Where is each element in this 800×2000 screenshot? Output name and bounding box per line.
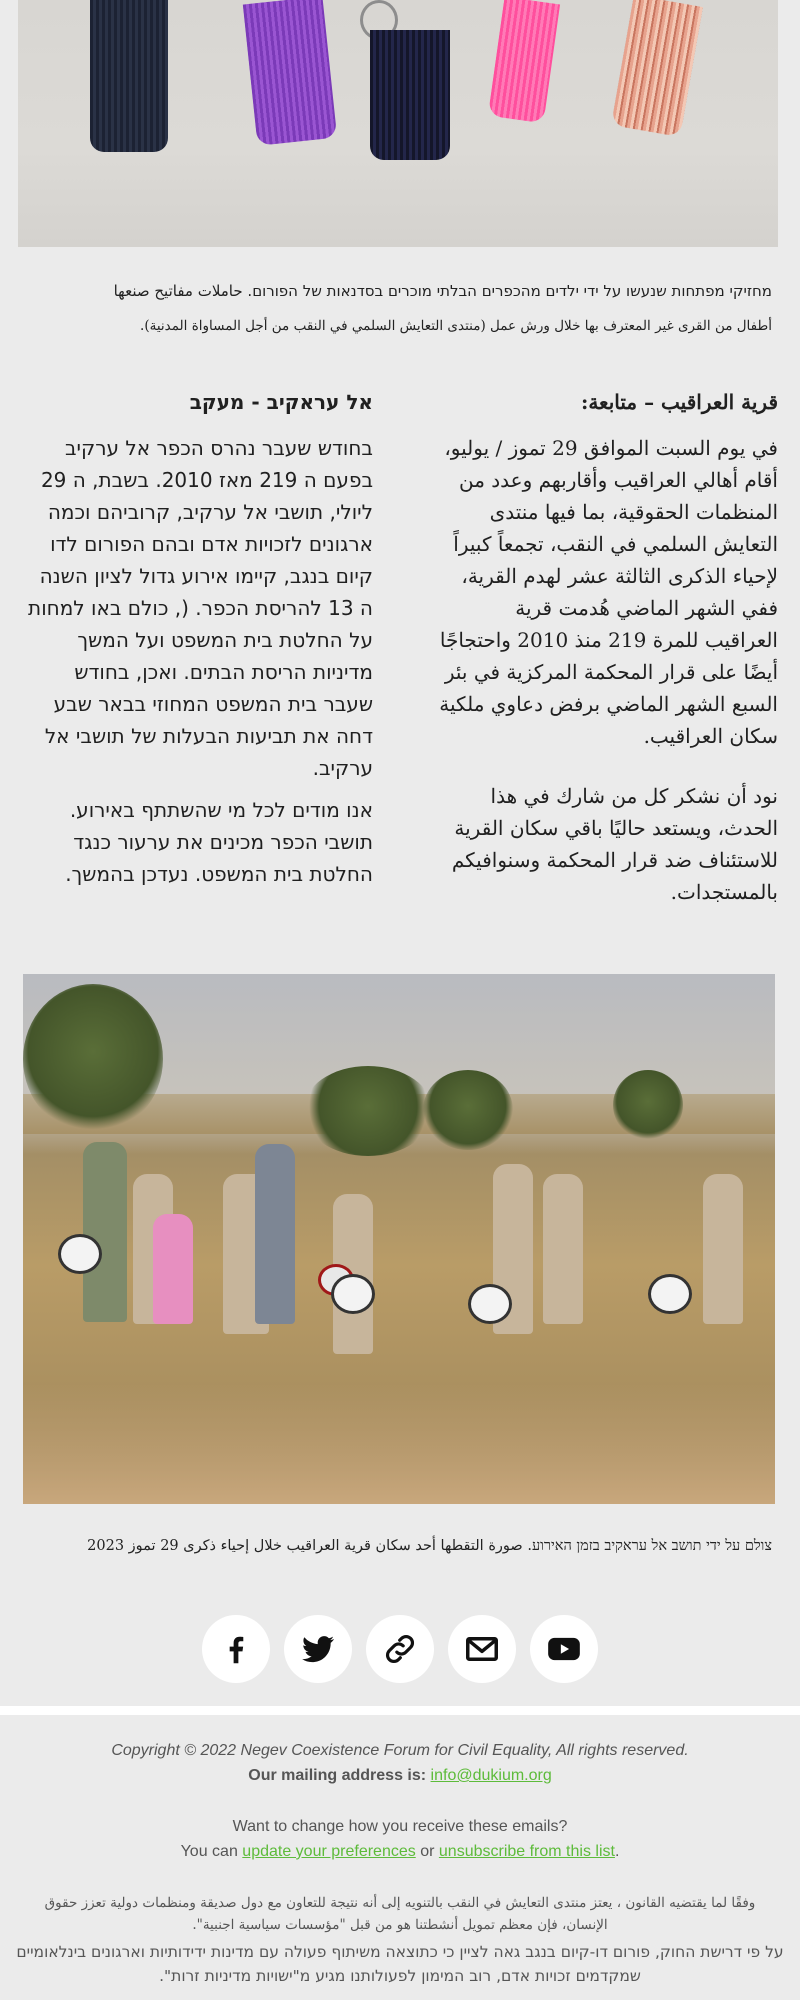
- social-links: [0, 1615, 800, 1683]
- drum: [468, 1284, 512, 1324]
- email-button[interactable]: [448, 1615, 516, 1683]
- arabic-paragraph-2: نود أن نشكر كل من شارك في هذا الحدث، ويستعد حاليًا باقي سكان القرية للاستئناف ضد قرار المحكمة وسنوافيكم بالمستجدات.: [451, 784, 778, 904]
- arabic-funding-note: وفقًا لما يقتضيه القانون ، يعتز منتدى التعايش في النقب بالتنويه إلى أنه نتيجة للتعاون مع دول صديقة ومنظمات دولية تعزز حقوق الإنسان، فإن معظم تمويل أنشطتنا هو من قبل "مؤسسات سياسية اجنبية".: [44, 1895, 756, 1933]
- arabic-paragraph-1: في يوم السبت الموافق 29 تموز / يوليو، أقام أهالي العراقيب وأقاربهم وعدد من المنظمات الحقوقية، بما فيها منتدى التعايش السلمي في النقب، تجمعاً كبيراً لإحياء الذكرى الثالثة عشر لهدم القرية، ففي الشهر الماضي هُدمت قرية العراقيب للمرة 219 منذ 2010 واحتجاجًا أيضًا على قرار المحكمة المركزية في بئر السبع الشهر الماضي برفض دعاوي ملكية سكان العراقيب.: [439, 436, 778, 748]
- pink-tassel: [488, 0, 560, 123]
- footer: [0, 1715, 800, 2000]
- hebrew-heading: אל עראקיב - מעקב: [189, 390, 373, 414]
- purple-tassel: [243, 0, 337, 146]
- mailing-label: Our mailing address is:: [248, 1767, 427, 1784]
- change-emails-text: Want to change how you receive these emails?: [232, 1818, 568, 1835]
- hebrew-column: [23, 390, 373, 890]
- peach-tassel: [611, 0, 703, 137]
- you-can-text: You can: [180, 1843, 238, 1860]
- person: [543, 1174, 583, 1324]
- link-icon: [381, 1630, 419, 1668]
- top-caption-line1: מחזיקי מפתחות שנעשו על ידי ילדים מהכפרים הבלתי מוכרים בסדנאות של הפורום. حاملات مفاتيح صنعها: [113, 282, 772, 300]
- or-text: or: [420, 1843, 435, 1860]
- mailing-email-link[interactable]: info@dukium.org: [430, 1767, 552, 1784]
- twitter-button[interactable]: [284, 1615, 352, 1683]
- tree: [23, 984, 163, 1134]
- facebook-icon: [217, 1630, 255, 1668]
- unsubscribe-link[interactable]: unsubscribe from this list: [438, 1843, 615, 1860]
- photo-caption: צולם על ידי תושב אל עראקיב בזמן האירוע. صورة التقطها أحد سكان قرية العراقيب خلال إحياء ذكرى 29 تموز 2023: [87, 1538, 772, 1554]
- youtube-button[interactable]: [530, 1615, 598, 1683]
- ground: [23, 1384, 775, 1504]
- arabic-heading: قرية العراقيب – متابعة:: [580, 390, 778, 414]
- copyright-text: Copyright © 2022 Negev Coexistence Forum for Civil Equality, All rights reserved.: [111, 1742, 689, 1759]
- update-preferences-link[interactable]: update your preferences: [242, 1843, 416, 1860]
- black-tassel: [90, 0, 168, 152]
- person: [703, 1174, 743, 1324]
- hebrew-paragraph-1: בחודש שעבר נהרס הכפר אל ערקיב בפעם ה 219 מאז 2010. בשבת, ה 29 ליולי, תושבי אל ערקיב, קרוביהם וכמה ארגונים לזכויות אדם ובהם הפורום לדו קיום בנגב, קיימו אירוע גדול לציון השנה ה 13 להריסת הכפר. (, כולם באו למחות על החלטת בית המשפט ועל המשך מדיניות הריסת הבתים. ואכן, בחודש שעבר בית המשפט המחוזי בבאר שבע דחה את תביעות הבעלות של תושבי אל ערקיב.: [28, 436, 373, 780]
- email-icon: [463, 1630, 501, 1668]
- period-text: .: [614, 1843, 620, 1860]
- facebook-button[interactable]: [202, 1615, 270, 1683]
- hebrew-funding-note: על פי דרישת החוק, פורום דו-קיום בנגב גאה לציין כי כתוצאה משיתוף פעולה עם מדינות ידידותיות וארגונים בינלאומיים שמקדמים זכויות אדם, רוב המימון לפעולותנו מגיע מ"ישויות מדיניות זרות".: [16, 1943, 784, 1985]
- tree: [613, 1070, 683, 1140]
- link-button[interactable]: [366, 1615, 434, 1683]
- drum: [331, 1274, 375, 1314]
- twitter-icon: [299, 1630, 337, 1668]
- top-caption-line2: أطفال من القرى غير المعترف بها خلال ورش عمل (منتدى التعايش السلمي في النقب من أجل المساواة المدنية).: [140, 318, 772, 334]
- mailing-address: [0, 1767, 800, 1785]
- event-photo: [23, 974, 775, 1504]
- drum: [648, 1274, 692, 1314]
- preferences-line: [0, 1843, 800, 1861]
- arabic-column: [438, 390, 778, 908]
- footer-divider: [0, 1706, 800, 1715]
- navy-tassel: [370, 30, 450, 160]
- tree: [303, 1066, 433, 1156]
- hebrew-paragraph-2: אנו מודים לכל מי שהשתתף באירוע. תושבי הכפר מכינים את ערעור כנגד החלטת בית המשפט. נעדכן בהמשך.: [65, 798, 373, 886]
- keychains-photo: [18, 0, 778, 247]
- tree: [423, 1070, 513, 1150]
- drum: [58, 1234, 102, 1274]
- person: [255, 1144, 295, 1324]
- person: [83, 1142, 127, 1322]
- person: [153, 1214, 193, 1324]
- youtube-icon: [545, 1630, 583, 1668]
